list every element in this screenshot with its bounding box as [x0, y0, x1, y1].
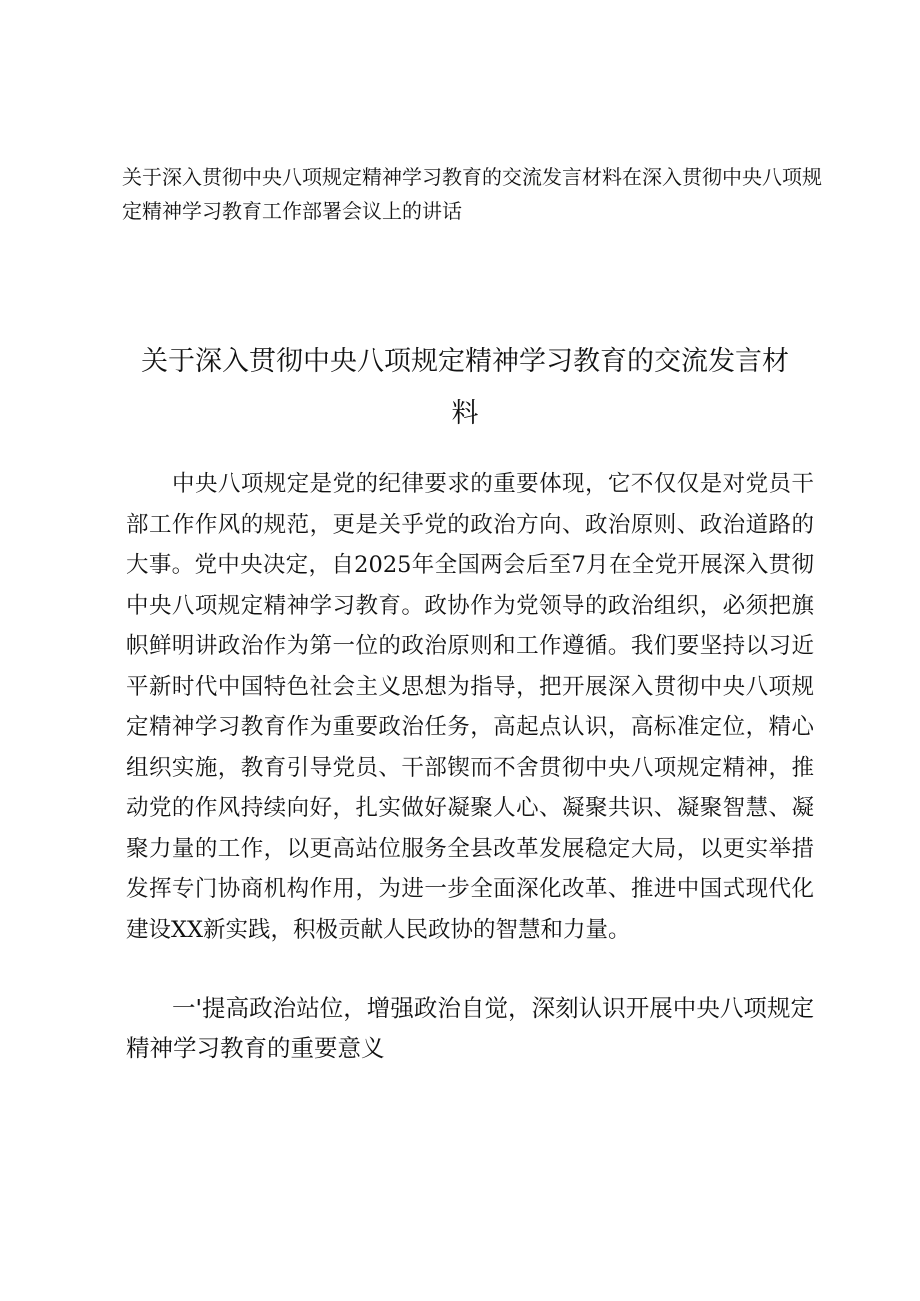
document-header: 关于深入贯彻中央八项规定精神学习教育的交流发言材料在深入贯彻中央八项规定精神学习教育工作部署会议上的讲话 [122, 165, 822, 223]
body-paragraph: 中央八项规定是党的纪律要求的重要体现，它不仅仅是对党员干部工作作风的规范，更是关乎党的政治方向、政治原则、政治道路的大事。党中央决定，自2025年全国两会后至7月在全党开展深入贯彻中央八项规定精神学习教育。政协作为党领导的政治组织，必须把旗帜鲜明讲政治作为第一位的政治原则和工作遵循。我们要坚持以习近平新时代中国特色社会主义思想为指导，把开展深入贯彻中央八项规定精神学习教育作为重要政治任务，高起点认识，高标准定位，精心组织实施，教育引导党员、干部锲而不舍贯彻中央八项规定精神，推动党的作风持续向好，扎实做好凝聚人心、凝聚共识、凝聚智慧、凝聚力量的工作，以更高站位服务全县改革发展稳定大局，以更实举措发挥专门协商机构作用，为进一步全面深化改革、推进中国式现代化建设XX新实践，积极贡献人民政协的智慧和力量。 [126, 471, 814, 943]
section-heading: 一'提高政治站位，增强政治自觉，深刻认识开展中央八项规定精神学习教育的重要意义 [126, 994, 814, 1062]
document-title: 关于深入贯彻中央八项规定精神学习教育的交流发言材料 [141, 346, 789, 429]
